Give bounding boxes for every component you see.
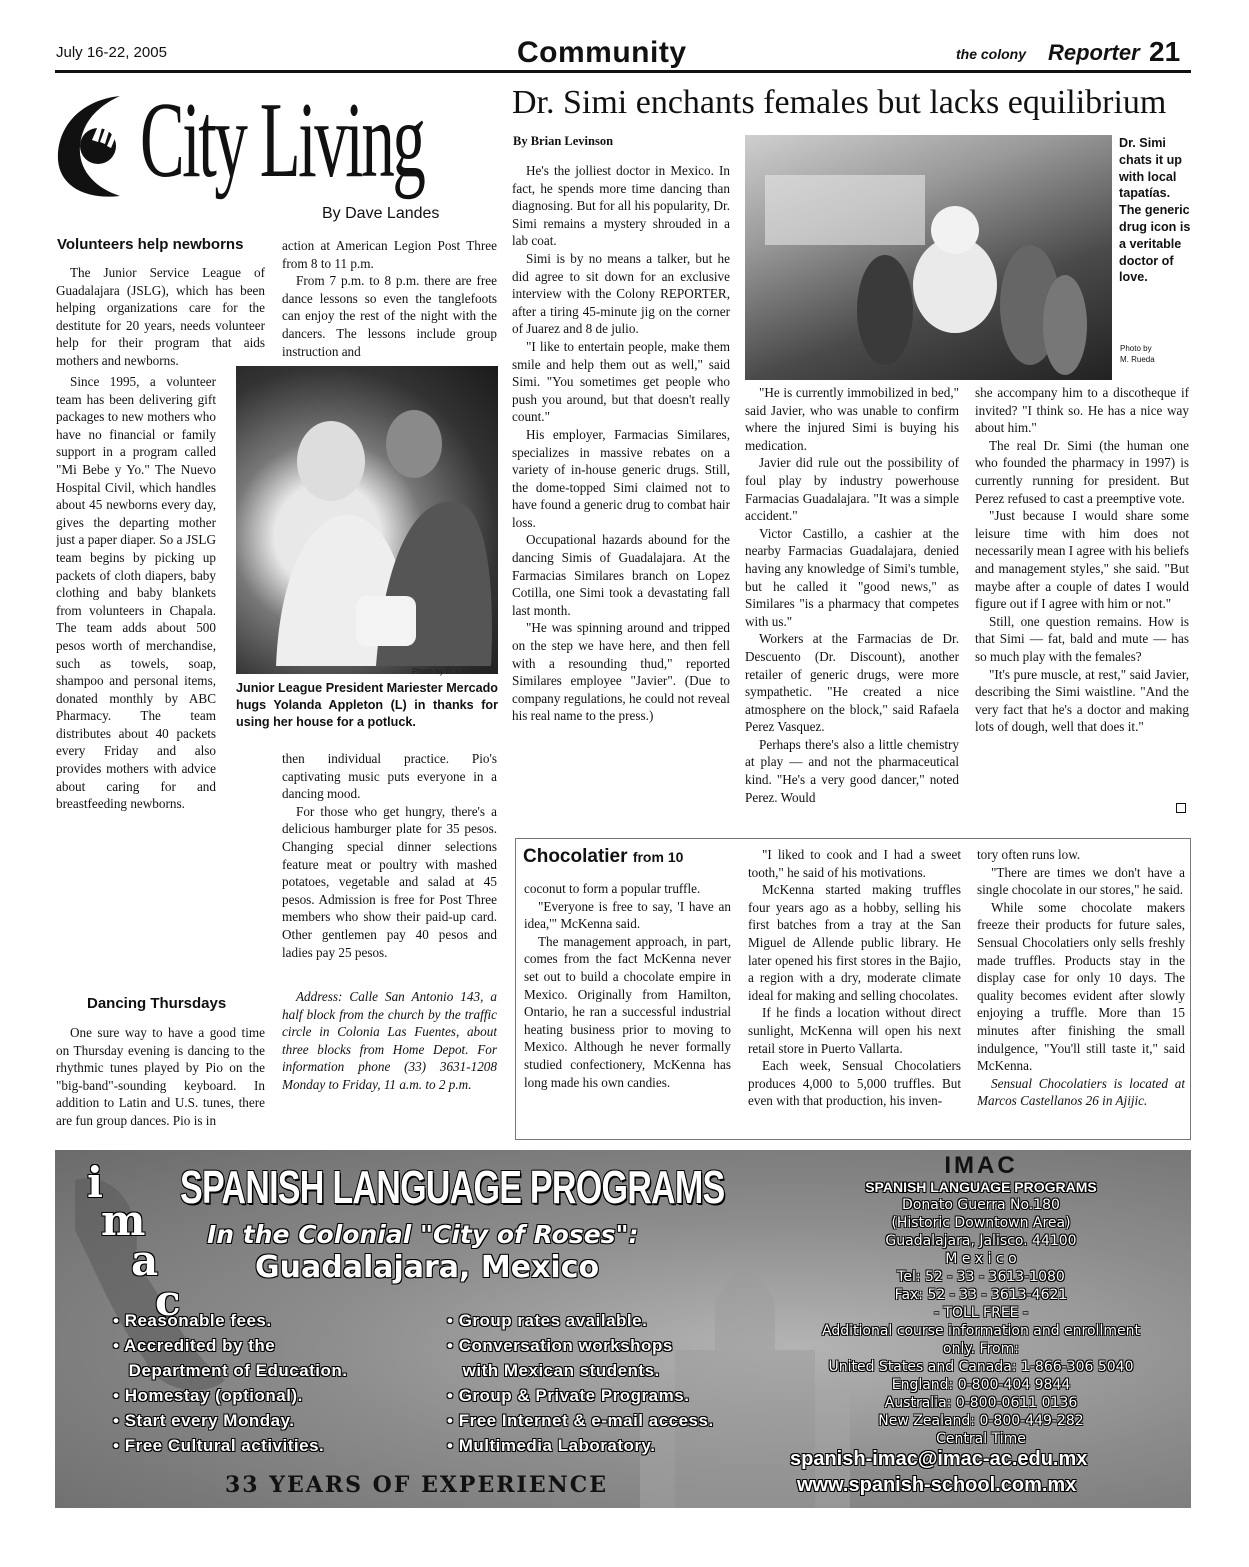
imac-logo	[67, 1158, 197, 1328]
masthead-rule	[55, 70, 1191, 73]
end-mark-icon	[1176, 803, 1186, 813]
paragraph: One sure way to have a good time on Thursday evening is dancing to the rhythmic tunes played by Pio on the "big-band"-sounding keyboard. In addition to Latin and U.S. tunes, there are fun group dances. Pio is in	[56, 1025, 265, 1128]
paragraph: From 7 p.m. to 8 p.m. there are free dance lessons so even the tanglefoots can enjoy the rest of the night with the dancers. The lessons include group instruction and	[282, 273, 497, 359]
volunteers-heading: Volunteers help newborns	[57, 236, 244, 253]
bullet-item: • Free Internet & e-mail access.	[447, 1411, 714, 1430]
paragraph: then individual practice. Pio's captivating music puts everyone in a dancing mood.	[282, 751, 497, 802]
chocolatier-col2	[748, 846, 961, 1136]
ad-contact-block	[775, 1154, 1187, 1448]
address-line: (Historic Downtown Area)	[891, 1215, 1071, 1231]
ad-brand: IMAC	[944, 1152, 1018, 1179]
logo-letter: c	[155, 1276, 181, 1325]
bullet-item: • Accredited by the	[113, 1336, 276, 1355]
logo-letter: m	[101, 1196, 146, 1245]
simi-article-col3	[975, 384, 1189, 820]
ad-title: SPANISH LANGUAGE PROGRAMS	[180, 1161, 725, 1213]
address-line: England: 0-800-404 9844	[891, 1377, 1071, 1393]
ad-subtitle: In the Colonial "City of Roses":	[207, 1220, 639, 1249]
volunteers-article-top	[56, 264, 265, 370]
bullet-item: • Conversation workshops	[447, 1336, 673, 1355]
column-title: City Living	[140, 81, 424, 200]
logo-letter: a	[131, 1236, 159, 1285]
bullet-item: • Start every Monday.	[113, 1411, 295, 1430]
simi-headline: Dr. Simi enchants females but lacks equilibrium	[512, 84, 1167, 121]
address-line: Fax: 52 - 33 - 3613-4621	[894, 1287, 1068, 1303]
dancing-address	[282, 988, 497, 1112]
dancing-heading: Dancing Thursdays	[87, 995, 227, 1012]
city-living-logo	[50, 88, 140, 203]
crowd-photo-icon	[745, 135, 1112, 380]
address-paragraph: Address: Calle San Antonio 143, a half block from the church by the traffic circle in Colonia Las Fuentes, about three blocks from Home Depot. For information phone (33) 3631-1208 Monday to Friday, 11 a.m. to 2 p.m.	[282, 989, 497, 1092]
brand-small: the colony	[956, 46, 1027, 62]
address-line: - TOLL FREE -	[933, 1305, 1029, 1321]
simi-byline: By Brian Levinson	[513, 134, 614, 148]
ad-brand-sub: SPANISH LANGUAGE PROGRAMS	[865, 1179, 1097, 1195]
bullet-item: with Mexican students.	[462, 1361, 660, 1380]
paragraph: "He is currently immobilized in bed," said Javier, who was unable to confirm where the injured Simi is buying his medication.	[745, 385, 959, 453]
issue-date: July 16-22, 2005	[56, 44, 167, 61]
address-line: M e x i c o	[945, 1251, 1017, 1267]
address-line: Central Time	[936, 1431, 1026, 1447]
bullet-item: • Multimedia Laboratory.	[447, 1436, 656, 1455]
bullet-item: • Homestay (optional).	[113, 1386, 303, 1405]
bullet-item: • Free Cultural activities.	[113, 1436, 325, 1455]
paragraph: Perhaps there's also a little chemistry at play — and not the pharmaceutical kind. "He's a very good dancer," noted Perez. Would	[745, 736, 959, 805]
paragraph: "It's pure muscle, at rest," said Javier, describing the Simi waistline. "And the very fact that he's a doctor and making lots of dough, well that does it."	[975, 666, 1189, 735]
paragraph: Occupational hazards abound for the dancing Simis of Guadalajara. At the Farmacias Similares branch on Lopez Cotilla, one Simi took a devastating fall last month.	[512, 532, 730, 618]
dancing-article-col2-bottom	[282, 750, 497, 986]
section-title: Community	[517, 36, 687, 69]
brand-name: Reporter	[1048, 40, 1140, 65]
paragraph: While some chocolate makers freeze their products for future sales, Sensual Chocolatiers only sells freshly made truffles. Products stay in the display case for only 10 days. The quality becomes evident after slowly enjoying a truffle. More than 15 minutes after finishing the small indulgence, "You'll still taste it," said McKenna.	[977, 899, 1185, 1074]
paragraph: "Just because I would share some leisure time with him does not necessarily mean I agree with his beliefs and management styles," she said. "But maybe after a couple of dates I would figure out if I agree with him or not."	[975, 508, 1189, 612]
column-byline: By Dave Landes	[322, 205, 440, 222]
credit-line: Photo by	[1120, 344, 1152, 353]
dancing-article-col1	[56, 1024, 265, 1134]
page-number: 21	[1149, 36, 1181, 67]
closing-paragraph: Sensual Chocolatiers is located at Marcos Castellanos 26 in Ajijic.	[977, 1075, 1185, 1109]
paragraph: His employer, Farmacias Similares, specializes in massive rebates on a variety of in-house generic drugs. Still, the dome-topped Simi claimed not to have found a generic drug to combat hair loss.	[512, 426, 730, 530]
bullet-item: • Group & Private Programs.	[447, 1386, 690, 1405]
paragraph: "I like to entertain people, make them smile and help them out as well," said Simi. "You sometimes get people who push you around, but that doesn't really count."	[512, 338, 730, 425]
address-line: Australia: 0-800-0611 0136	[884, 1395, 1078, 1411]
paragraph: "Everyone is free to say, 'I have an idea,'" McKenna said.	[524, 898, 731, 932]
address-line: Guadalajara, Jalisco. 44100	[885, 1233, 1077, 1249]
logo-letter: i	[87, 1158, 103, 1207]
paragraph: she accompany him to a discotheque if invited? "I think so. He has a nice way about him."	[975, 385, 1189, 436]
ad-email: spanish-imac@imac-ac.edu.mx	[790, 1448, 1088, 1470]
ad-bullets-left	[113, 1308, 348, 1458]
address-line: Additional course information and enrollment	[822, 1323, 1140, 1339]
bullet-item: • Group rates available.	[447, 1311, 648, 1330]
address-line: Tel: 52 - 33 - 3613-1080	[897, 1269, 1065, 1285]
paragraph: If he finds a location without direct sunlight, McKenna will open his next retail store in Puerto Vallarta.	[748, 1005, 961, 1056]
paragraph: McKenna started making truffles four years ago as a hobby, selling his first batches from a tray at the San Miguel de Allende public library. He later opened his first stores in the Bajio, a region with a dry, moderate climate ideal for making and selling chocolates.	[748, 882, 961, 1003]
bullet-item: Department of Education.	[128, 1361, 348, 1380]
ad-bullets-right	[447, 1308, 714, 1458]
photo-caption: Junior League President Mariester Mercado hugs Yolanda Appleton (L) in thanks for using her house for a potluck.	[236, 681, 498, 729]
paragraph: The real Dr. Simi (the human one who founded the pharmacy in 1997) is currently running for president. But Perez refused to cast a preemptive vote.	[975, 437, 1189, 506]
imac-advertisement	[55, 1150, 1191, 1508]
photo-credit: Photo by D. Landes	[412, 667, 483, 676]
paragraph: He's the jolliest doctor in Mexico. In fact, he spends more time dancing than diagnosing. But for all his popularity, Dr. Simi remains a mystery shrouded in a lab coat.	[512, 163, 730, 249]
paragraph: action at American Legion Post Three from 8 to 11 p.m.	[282, 238, 497, 271]
chocolatier-jump: from 10	[632, 849, 684, 865]
ad-city: Guadalajara, Mexico	[255, 1250, 600, 1285]
volunteers-article-body	[56, 373, 265, 981]
paragraph: Still, one question remains. How is that Simi — fat, bald and mute — has so much play with the females?	[975, 613, 1189, 664]
simi-photo-credit	[1120, 343, 1155, 365]
simi-article-col2	[745, 384, 959, 820]
junior-league-photo	[236, 366, 498, 674]
dr-simi-photo	[745, 135, 1112, 380]
bullet-item: • Reasonable fees.	[113, 1311, 272, 1330]
paragraph: The management approach, in part, comes from the fact McKenna never set out to build a chocolate empire in Mexico. Originally from Hamilton, Ontario, he ran a successful industrial heating business prior to moving to Mexico. Although he never formally studied confectionery, McKenna has long made his own candies.	[524, 933, 731, 1090]
paragraph: For those who get hungry, there's a delicious hamburger plate for 35 pesos. Changing special dinner selections feature meat or poultry with mashed potatoes, vegetable and salad at 45 pesos. Admission is free for Post Three members who show their paid-up card. Other gentlemen pay 40 pesos and ladies pay 25 pesos.	[282, 803, 497, 960]
paragraph: "There are times we don't have a single chocolate in our stores," he said.	[977, 864, 1185, 898]
simi-photo-caption: Dr. Simi chats it up with local tapatías. The generic drug icon is a veritable doctor of love.	[1119, 136, 1191, 285]
paragraph: Javier did rule out the possibility of foul play by industry powerhouse Farmacias Guadalajara. "It was a simple accident."	[745, 455, 959, 524]
address-line: Donato Guerra No.180	[902, 1197, 1060, 1213]
chocolatier-col1	[524, 880, 731, 1136]
dancing-article-col2-top	[282, 237, 497, 363]
address-line: New Zealand: 0-800-449-282	[878, 1413, 1084, 1429]
paragraph: "I liked to cook and I had a sweet tooth," he said of his motivations.	[748, 847, 961, 880]
paragraph: Workers at the Farmacias de Dr. Descuento (Dr. Discount), another retailer of generic drugs, were more sympathetic. "He created a nice atmosphere on the block," said Rafaela Perez Vasquez.	[745, 631, 959, 735]
address-line: United States and Canada: 1-866-306 5040	[828, 1359, 1134, 1375]
chocolatier-title-text: Chocolatier	[523, 846, 628, 867]
paragraph: tory often runs low.	[977, 847, 1081, 862]
simi-article-col1	[512, 162, 730, 820]
paragraph: "He was spinning around and tripped on the step we have here, and then fell with a resounding thud," reported Similares employee "Javier". (Due to company regulations, he could not reveal his real name to the press.)	[512, 620, 730, 724]
chocolatier-title	[523, 846, 683, 868]
paragraph: Simi is by no means a talker, but he did agree to sit down for an exclusive interview with the Colony REPORTER, after a tiring 45-minute jig on the corner of Juarez and 8 de julio.	[512, 250, 730, 337]
paragraph: Since 1995, a volunteer team has been delivering gift packages to new mothers who have no financial or family support in a program called "Mi Bebe y Yo." The Nuevo Hospital Civil, which handles about 45 newborns every day, gives the departing mother just a paper diaper. So a JSLG team begins by picking up packets of cloth diapers, baby clothing and baby blankets from volunteers in Chapala. The team adds about 500 pesos worth of merchandise, such as towels, soap, shampoo and personal items, donated monthly by ABC Pharmacy. The team distributes about 40 packets every Friday and also provides mothers with advice about caring for and breastfeeding newborns.	[56, 374, 216, 812]
address-line: only. From:	[943, 1341, 1019, 1357]
hand-face-icon	[50, 88, 140, 203]
paragraph: Victor Castillo, a cashier at the nearby Farmacias Guadalajara, denied having any knowledge of Simi's tumble, but he called it "good news," as Similares "is a pharmacy that competes with us."	[745, 525, 959, 629]
paragraph: coconut to form a popular truffle.	[524, 881, 701, 896]
paragraph: The Junior Service League of Guadalajara (JSLG), which has been helping organizations care for the destitute for 20 years, needs volunteer help for their program that aids mothers and newborns.	[56, 265, 265, 368]
chocolatier-col3	[977, 846, 1185, 1136]
people-photo-icon	[236, 366, 498, 674]
ad-website: www.spanish-school.com.mx	[797, 1474, 1077, 1496]
paragraph: Each week, Sensual Chocolatiers produces 4,000 to 5,000 truffles. But even with that production, his inven-	[748, 1058, 961, 1109]
ad-experience: 33 YEARS OF EXPERIENCE	[225, 1472, 608, 1498]
credit-line: M. Rueda	[1120, 355, 1155, 364]
